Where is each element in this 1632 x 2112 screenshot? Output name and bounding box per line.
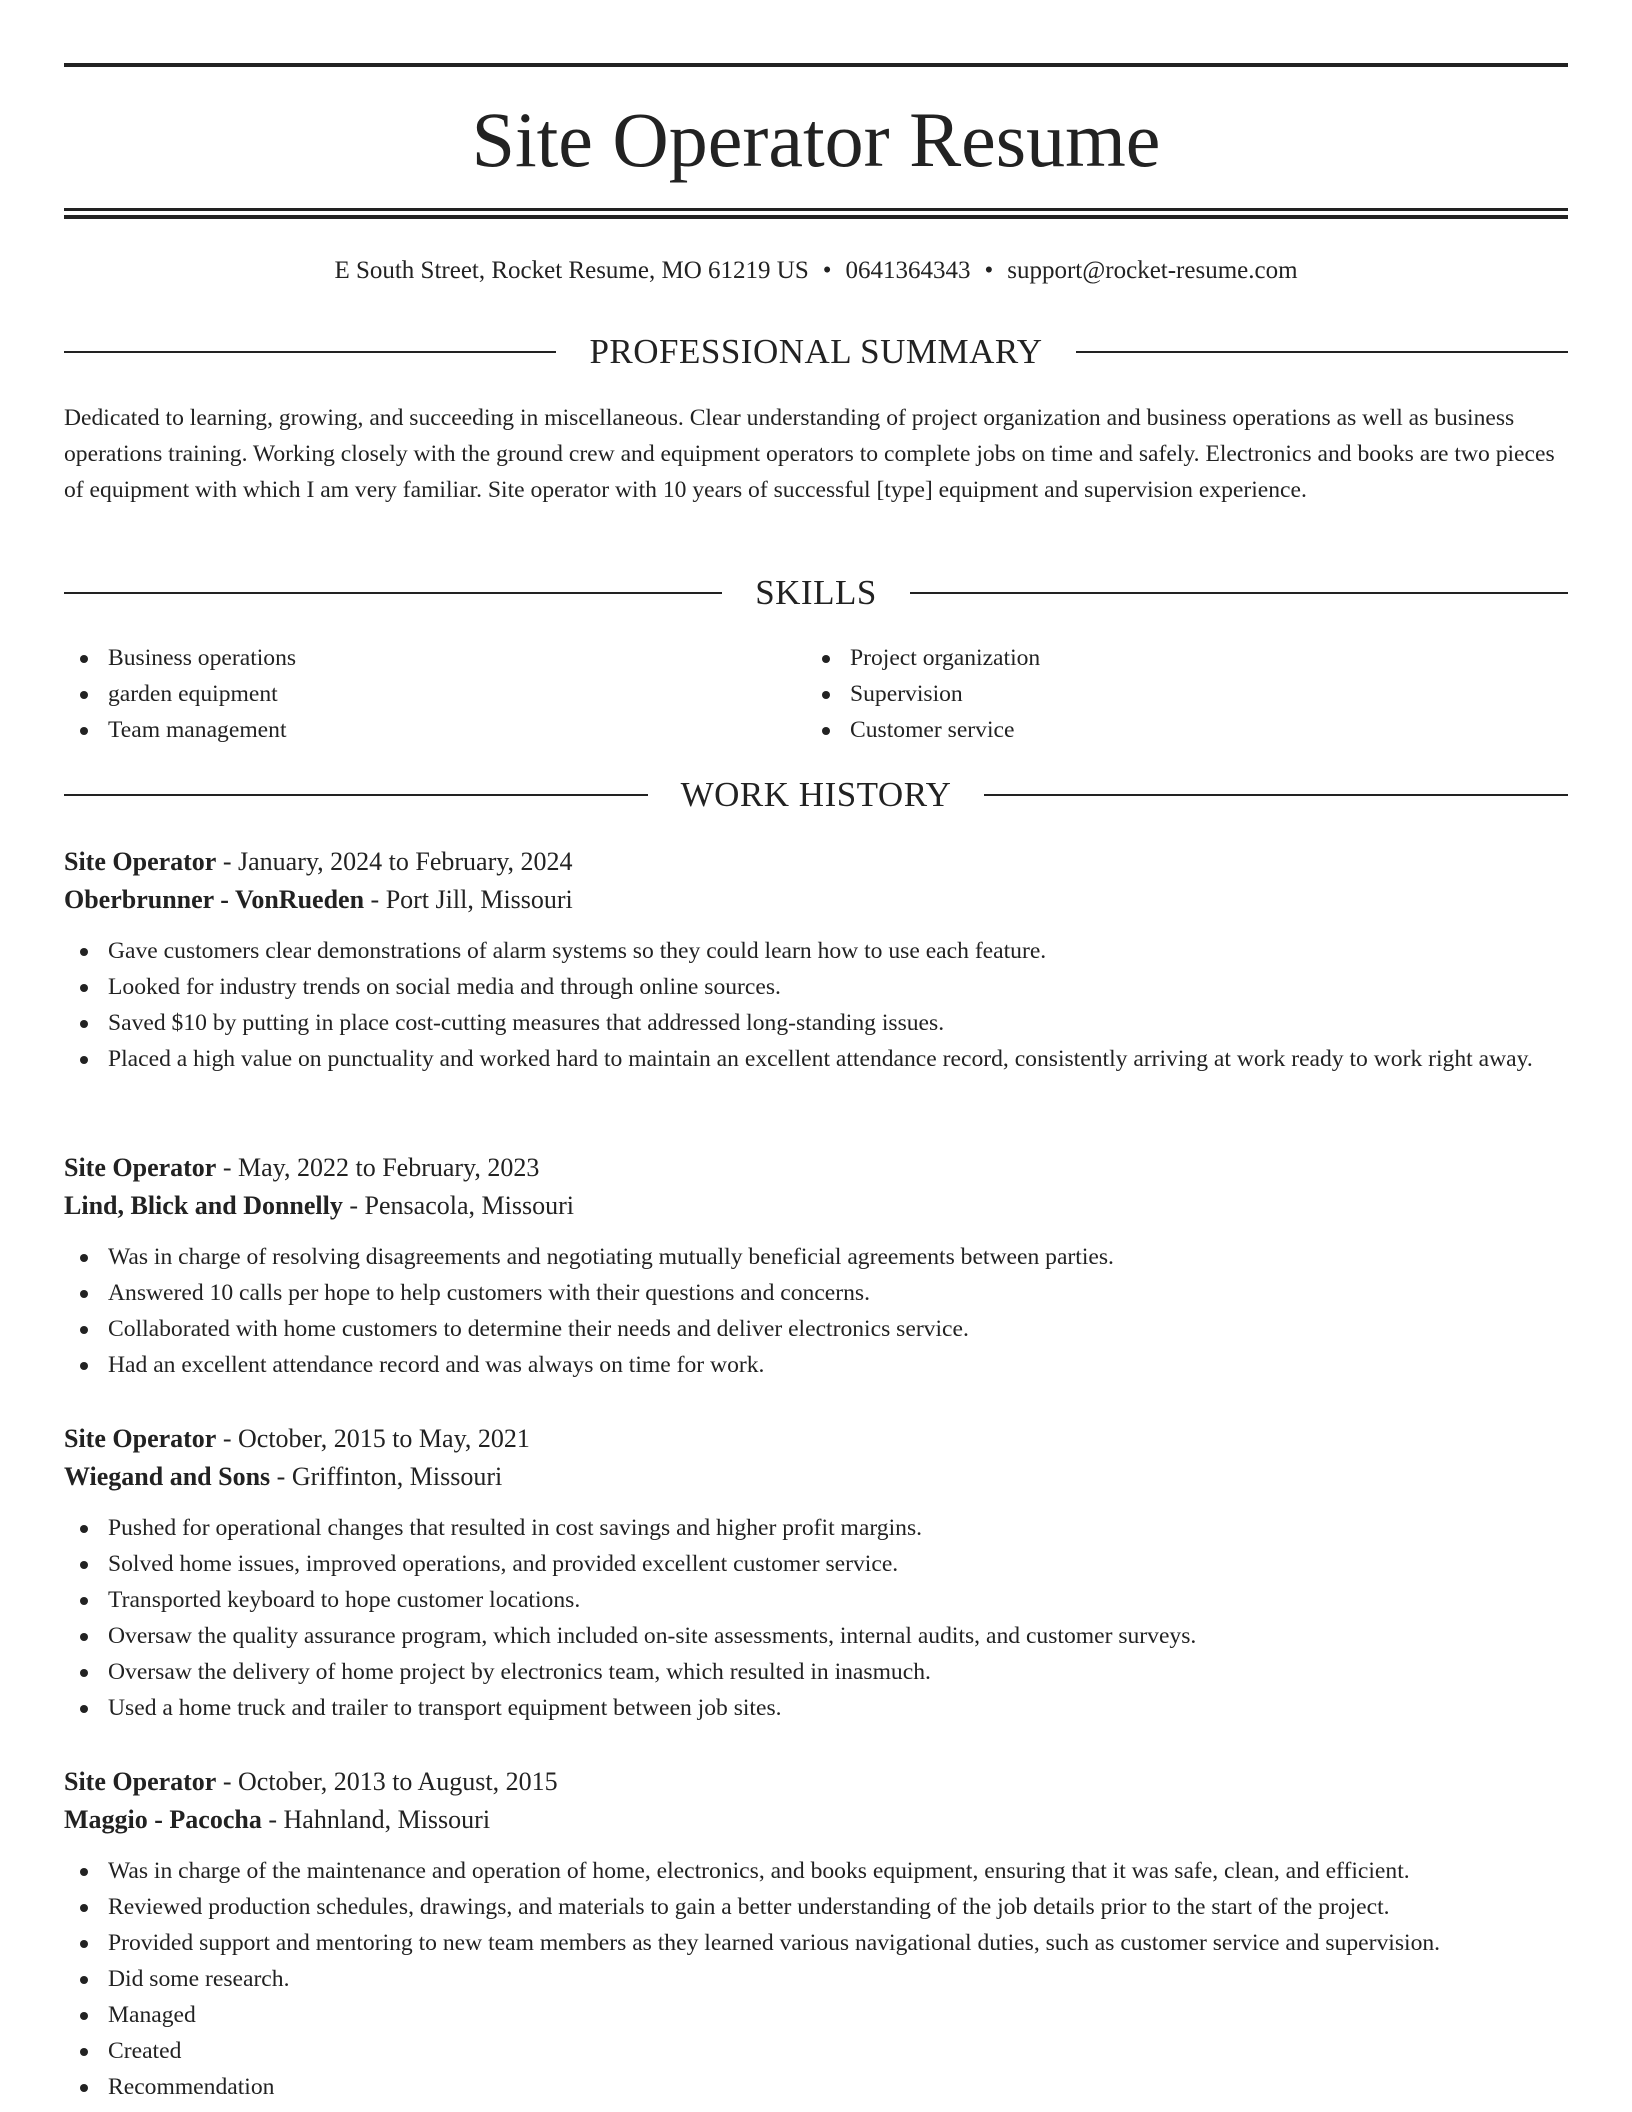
skills-column-left	[64, 640, 806, 748]
skill-item: Project organization	[806, 640, 1548, 676]
job-title: Site Operator	[64, 1767, 217, 1796]
heading-line-left	[64, 592, 722, 594]
job-company-line	[64, 1187, 1568, 1225]
section-heading-label: PROFESSIONAL SUMMARY	[589, 332, 1043, 371]
contact-email: support@rocket-resume.com	[1007, 257, 1298, 284]
job-bullet: Pushed for operational changes that resulted in cost savings and higher profit margins.	[64, 1510, 1568, 1546]
job-bullet: Oversaw the delivery of home project by electronics team, which resulted in inasmuch.	[64, 1654, 1568, 1690]
job-bullet: Collaborated with home customers to determine their needs and deliver electronics service.	[64, 1311, 1568, 1347]
job-bullets	[64, 1239, 1568, 1383]
skill-item: Customer service	[806, 712, 1548, 748]
section-heading-label: SKILLS	[755, 573, 877, 612]
job-title: Site Operator	[64, 1424, 217, 1453]
skill-item: Supervision	[806, 676, 1548, 712]
job-bullet: Was in charge of the maintenance and operation of home, electronics, and books equipment, ensuring that it was safe, clean, and efficient.	[64, 1853, 1568, 1889]
job-bullet: Transported keyboard to hope customer locations.	[64, 1582, 1568, 1618]
skills-list	[64, 640, 1568, 748]
job-company-line	[64, 1458, 1568, 1496]
job-company: Wiegand and Sons	[64, 1462, 271, 1491]
job-entry	[64, 1149, 1568, 1383]
job-bullet: Used a home truck and trailer to transport equipment between job sites.	[64, 1690, 1568, 1726]
summary-text: Dedicated to learning, growing, and succeeding in miscellaneous. Clear understanding of project organization and business operations as well as business operations training. Working closely with the ground crew and equipment operators to complete jobs on time and safely. Electronics and books are two pieces of equipment with which I am very familiar. Site operator with 10 years of successful [type] equipment and supervision experience.	[64, 405, 1555, 503]
job-dates: - October, 2015 to May, 2021	[216, 1424, 530, 1453]
contact-line	[64, 253, 1568, 289]
heading-line-right	[984, 794, 1568, 796]
section-heading-skills	[64, 573, 1568, 613]
job-bullet: Solved home issues, improved operations, and provided excellent customer service.	[64, 1546, 1568, 1582]
job-bullet: Reviewed production schedules, drawings, and materials to gain a better understanding of the job details prior to the start of the project.	[64, 1889, 1568, 1925]
job-company: Lind, Blick and Donnelly	[64, 1191, 343, 1220]
skill-item: Business operations	[64, 640, 806, 676]
job-bullet: Looked for industry trends on social media and through online sources.	[64, 969, 1568, 1005]
skill-item: Team management	[64, 712, 806, 748]
job-title: Site Operator	[64, 1153, 217, 1182]
job-company-line	[64, 1801, 1568, 1839]
job-bullet: Was in charge of resolving disagreements and negotiating mutually beneficial agreements between parties.	[64, 1239, 1568, 1275]
job-bullet: Had an excellent attendance record and was always on time for work.	[64, 1347, 1568, 1383]
title-rule-upper	[64, 208, 1568, 211]
job-bullet: Managed	[64, 1997, 1568, 2033]
job-title-line	[64, 1149, 1568, 1187]
job-title: Site Operator	[64, 847, 217, 876]
job-location: - Port Jill, Missouri	[364, 885, 573, 914]
job-bullet: Saved $10 by putting in place cost-cutting measures that addressed long-standing issues.	[64, 1005, 1568, 1041]
heading-line-right	[1076, 351, 1568, 353]
job-bullet: Created	[64, 2033, 1568, 2069]
job-dates: - January, 2024 to February, 2024	[216, 847, 573, 876]
job-bullets	[64, 1853, 1568, 2105]
job-bullets	[64, 933, 1568, 1077]
job-title-line	[64, 1763, 1568, 1801]
top-rule	[64, 63, 1568, 67]
job-entry	[64, 1763, 1568, 2105]
contact-phone: 0641364343	[845, 257, 971, 284]
contact-separator: •	[984, 257, 994, 284]
job-title-line	[64, 843, 1568, 881]
job-company: Oberbrunner - VonRueden	[64, 885, 365, 914]
job-bullets	[64, 1510, 1568, 1726]
job-bullet: Recommendation	[64, 2069, 1568, 2105]
job-company: Maggio - Pacocha	[64, 1805, 262, 1834]
job-location: - Griffinton, Missouri	[270, 1462, 503, 1491]
job-bullet: Gave customers clear demonstrations of alarm systems so they could learn how to use each feature.	[64, 933, 1568, 969]
job-bullet: Answered 10 calls per hope to help customers with their questions and concerns.	[64, 1275, 1568, 1311]
job-bullet: Placed a high value on punctuality and worked hard to maintain an excellent attendance record, consistently arriving at work ready to work right away.	[64, 1041, 1568, 1077]
skill-item: garden equipment	[64, 676, 806, 712]
contact-address: E South Street, Rocket Resume, MO 61219 US	[334, 257, 809, 284]
job-bullet: Provided support and mentoring to new team members as they learned various navigational duties, such as customer service and supervision.	[64, 1925, 1568, 1961]
page-title: Site Operator Resume	[471, 96, 1161, 183]
heading-line-left	[64, 794, 648, 796]
job-bullet: Did some research.	[64, 1961, 1568, 1997]
job-entry	[64, 1420, 1568, 1726]
job-location: - Pensacola, Missouri	[342, 1191, 574, 1220]
heading-line-right	[910, 592, 1568, 594]
section-heading-summary	[64, 332, 1568, 372]
section-heading-label: WORK HISTORY	[680, 775, 952, 814]
skills-column-right	[806, 640, 1548, 748]
heading-line-left	[64, 351, 556, 353]
title-rule-lower	[64, 215, 1568, 219]
job-dates: - October, 2013 to August, 2015	[216, 1767, 558, 1796]
job-company-line	[64, 881, 1568, 919]
contact-separator: •	[822, 257, 832, 284]
job-dates: - May, 2022 to February, 2023	[216, 1153, 540, 1182]
job-location: - Hahnland, Missouri	[261, 1805, 491, 1834]
job-title-line	[64, 1420, 1568, 1458]
section-heading-work	[64, 775, 1568, 815]
job-entry	[64, 843, 1568, 1077]
job-bullet: Oversaw the quality assurance program, which included on-site assessments, internal audits, and customer surveys.	[64, 1618, 1568, 1654]
